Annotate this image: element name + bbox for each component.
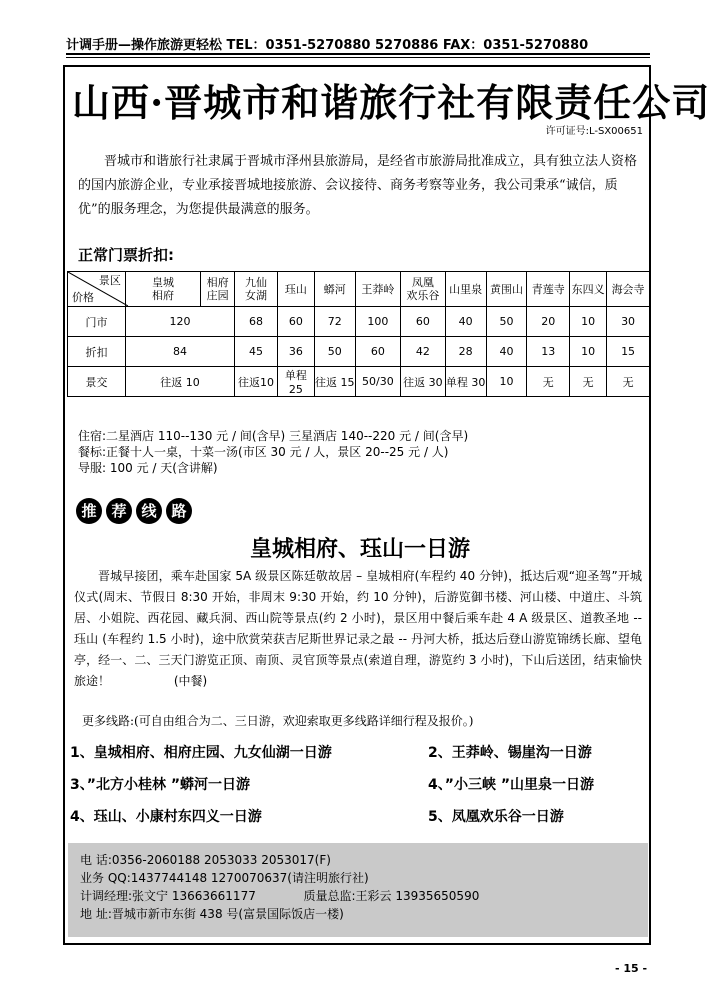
more-routes-note: 更多线路:(可自由组合为二、三日游，欢迎索取更多线路详细行程及报价。) xyxy=(82,714,474,728)
contact-phone: 电 话:0356-2060188 2053033 2053017(F) xyxy=(80,853,331,867)
corner-bottom-label: 价格 xyxy=(72,291,94,304)
table-row xyxy=(68,307,650,337)
scenic-column-header: 蟒河 xyxy=(314,272,355,307)
ticket-price-table xyxy=(67,271,650,397)
scenic-column-header: 皇城 相府 xyxy=(125,272,200,307)
price-cell: 60 xyxy=(401,307,446,337)
recommend-char: 推 xyxy=(76,498,102,524)
recommend-heading xyxy=(76,498,192,526)
price-cell: 往返10 xyxy=(235,367,278,397)
contact-qq: 业务 QQ:1437744148 1270070637(请注明旅行社) xyxy=(80,871,369,885)
scenic-column-header: 九仙 女湖 xyxy=(235,272,278,307)
route-item: 4、珏山、小康村东四义一日游 xyxy=(70,809,262,825)
service-info xyxy=(78,428,638,476)
price-cell: 30 xyxy=(607,307,650,337)
header-bar: 计调手册—操作旅游更轻松 TEL：0351-5270880 5270886 FAX：0351-5270880 xyxy=(66,38,589,53)
scenic-column-header: 王莽岭 xyxy=(355,272,400,307)
price-cell: 40 xyxy=(445,307,486,337)
price-cell: 15 xyxy=(607,337,650,367)
row-label: 门市 xyxy=(68,307,126,337)
meals-line: 餐标:正餐十人一桌，十菜一汤(市区 30 元 / 人，景区 20--25 元 / 人) xyxy=(78,445,449,459)
route-body-text: 晋城早接团，乘车赴国家 5A 级景区陈廷敬故居 – 皇城相府(车程约 40 分钟)，抵达后观“迎圣驾”开城仪式(周末、节假日 8:30 开始，非周末 9:30 开始，约 10 分钟)，后游览御书楼、河山楼、中道庄、斗筑居、小姐院、西花园、藏兵洞、西山院等景点(约 2 小时)，景区用中餐后乘车赴 4 A 级景区、道教圣地 -- 珏山 (车程约 1.5 小时)，途中欣赏荣获吉尼斯世界记录之最 -- 丹河大桥，抵达后登山游览锦绣长廊、望龟亭，经一、二、三天门游览正顶、南顶、灵官顶等景点(索道自理，游览约 3 小时)，下山后送团，结束愉快旅途！ xyxy=(74,569,642,688)
price-cell: 10 xyxy=(570,307,607,337)
row-label: 景交 xyxy=(68,367,126,397)
scenic-column-header: 黄围山 xyxy=(486,272,527,307)
ticket-section-title: 正常门票折扣: xyxy=(78,246,174,264)
price-cell: 10 xyxy=(486,367,527,397)
price-cell: 45 xyxy=(235,337,278,367)
price-cell: 20 xyxy=(527,307,570,337)
route-item: 3、”北方小桂林 ”蟒河一日游 xyxy=(70,777,251,793)
price-cell: 28 xyxy=(445,337,486,367)
price-cell: 往返 10 xyxy=(125,367,234,397)
scenic-column-header: 东四义 xyxy=(570,272,607,307)
corner-top-label: 景区 xyxy=(98,274,121,287)
page-number: - 15 - xyxy=(615,962,648,975)
price-cell: 42 xyxy=(401,337,446,367)
price-cell: 50 xyxy=(486,307,527,337)
table-row xyxy=(68,367,650,397)
price-cell: 60 xyxy=(277,307,314,337)
row-label: 折扣 xyxy=(68,337,126,367)
price-cell: 50 xyxy=(314,337,355,367)
intro-paragraph: 晋城市和谐旅行社隶属于晋城市泽州县旅游局，是经省市旅游局批准成立，具有独立法人资格的国内旅游企业，专业承接晋城地接旅游、会议接待、商务考察等业务，我公司秉承“诚信，质优”的服务理念，为您提供最满意的服务。 xyxy=(78,154,638,217)
price-cell: 无 xyxy=(570,367,607,397)
price-cell: 100 xyxy=(355,307,400,337)
contact-staff xyxy=(80,887,636,905)
header-rule xyxy=(66,53,650,55)
route-description xyxy=(74,566,642,692)
table-row xyxy=(68,337,650,367)
contact-address: 地 址:晋城市新市东街 438 号(富景国际饭店一楼) xyxy=(80,907,344,921)
scenic-column-header: 山里泉 xyxy=(445,272,486,307)
route-item: 4、”小三峡 ”山里泉一日游 xyxy=(428,777,595,793)
price-cell: 72 xyxy=(314,307,355,337)
price-cell: 68 xyxy=(235,307,278,337)
guide-line: 导服: 100 元 / 天(含讲解) xyxy=(78,461,218,475)
price-cell: 无 xyxy=(527,367,570,397)
scenic-column-header: 青莲寺 xyxy=(527,272,570,307)
price-cell: 120 xyxy=(125,307,234,337)
route-item: 2、王莽岭、锡崖沟一日游 xyxy=(428,745,592,761)
price-cell: 单程 30 xyxy=(445,367,486,397)
license-number: 许可证号:L-SX00651 xyxy=(545,126,643,137)
route-item: 5、凤凰欢乐谷一日游 xyxy=(428,809,564,825)
recommend-char: 线 xyxy=(136,498,162,524)
header-rule-thin xyxy=(66,57,650,58)
price-cell: 50/30 xyxy=(355,367,400,397)
scenic-column-header: 珏山 xyxy=(277,272,314,307)
company-name: 山西·晋城市和谐旅行社有限责任公司 xyxy=(72,80,711,125)
route-title: 皇城相府、珏山一日游 xyxy=(249,537,470,562)
price-cell: 60 xyxy=(355,337,400,367)
scenic-column-header: 凤凰 欢乐谷 xyxy=(401,272,446,307)
price-cell: 10 xyxy=(570,337,607,367)
price-cell: 往返 30 xyxy=(401,367,446,397)
route-item: 1、皇城相府、相府庄园、九女仙湖一日游 xyxy=(70,745,332,761)
price-cell: 36 xyxy=(277,337,314,367)
scenic-column-header: 海会寺 xyxy=(607,272,650,307)
route-meal-note: (中餐) xyxy=(173,674,208,688)
lodging-line: 住宿:二星酒店 110--130 元 / 间(含早) 三星酒店 140--220 元 / 间(含早) xyxy=(78,429,469,443)
price-cell: 单程 25 xyxy=(277,367,314,397)
price-cell: 13 xyxy=(527,337,570,367)
contact-manager: 计调经理:张文宁 13663661177 xyxy=(80,889,256,903)
price-cell: 往返 15 xyxy=(314,367,355,397)
price-cell: 40 xyxy=(486,337,527,367)
price-cell: 无 xyxy=(607,367,650,397)
recommend-char: 路 xyxy=(166,498,192,524)
contact-director: 质量总监:王彩云 13935650590 xyxy=(303,889,480,903)
recommend-char: 荐 xyxy=(106,498,132,524)
price-cell: 84 xyxy=(125,337,234,367)
scenic-column-header: 相府 庄园 xyxy=(201,272,235,307)
table-corner-header xyxy=(68,272,126,307)
contact-box xyxy=(68,843,648,937)
